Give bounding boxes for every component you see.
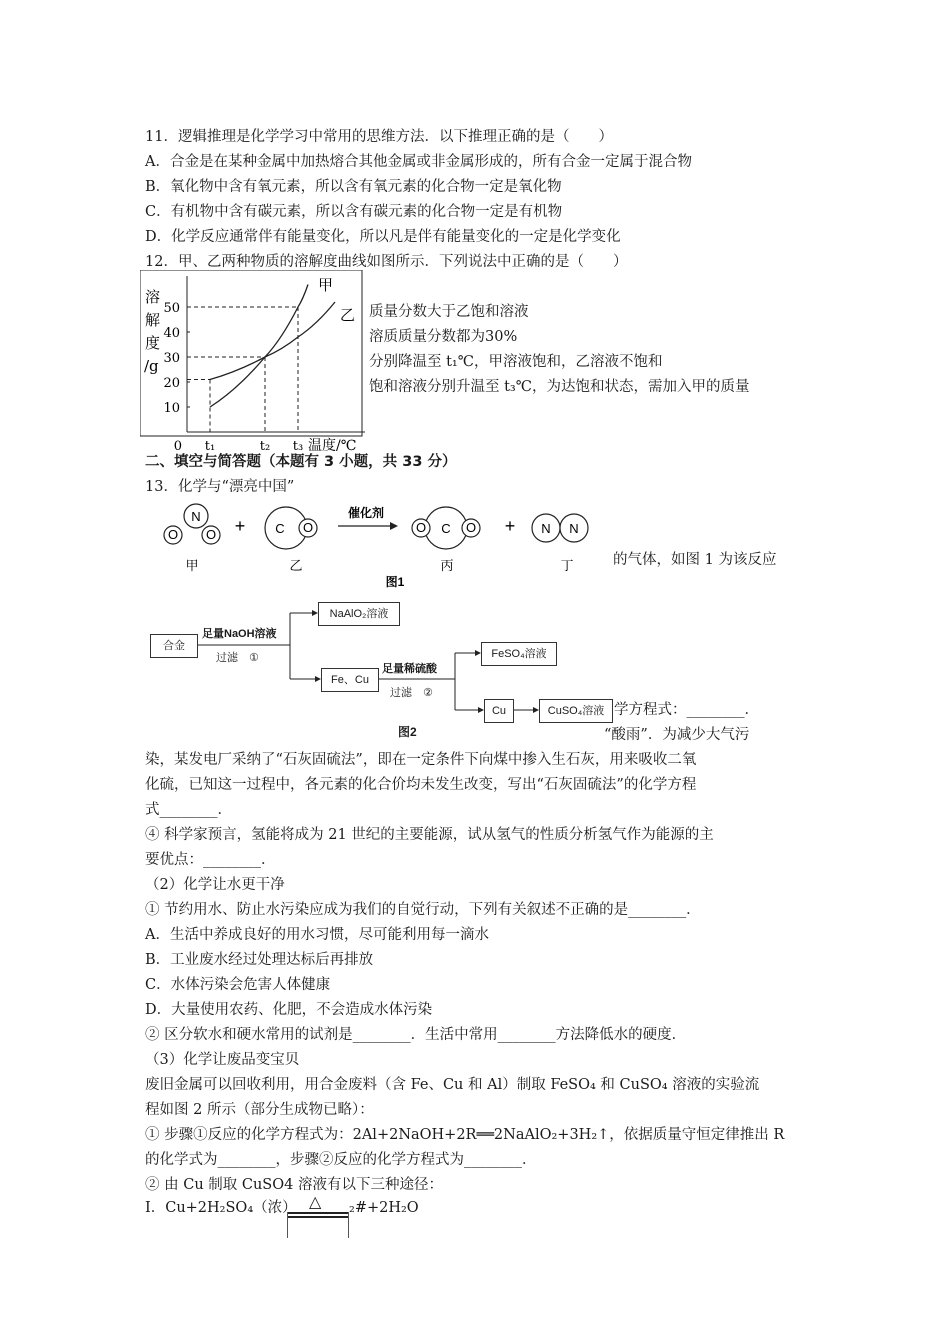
q12-option-a: 质量分数大于乙饱和溶液	[369, 304, 529, 320]
heat-triangle-icon: △	[309, 1192, 322, 1211]
q13-sub2-heading: （2）化学让水更干净	[145, 877, 285, 893]
svg-text:C: C	[275, 521, 285, 536]
svg-text:O: O	[415, 520, 427, 535]
svg-text:催化剂: 催化剂	[347, 506, 385, 520]
q13-sub2-q2: ② 区分软水和硬水常用的试剂是________．生活中常用________方法降低水的硬度．	[145, 1027, 687, 1043]
q13-sub3-line5: ② 由 Cu 制取 CuSO4 溶液有以下三种途径：	[145, 1177, 443, 1193]
x-axis-label: 温度/℃	[308, 438, 357, 452]
reaction-condition-box	[287, 1192, 349, 1238]
flow-box-alloy: 合金	[150, 634, 198, 658]
y-axis-label-part: 度	[145, 334, 161, 352]
q13-sub3-heading: （3）化学让废品变宝贝	[145, 1052, 300, 1068]
q13-sub2-q1: ① 节约用水、防止水污染应成为我们的自觉行动，下列有关叙述不正确的是________．	[145, 902, 701, 918]
x-tick-label: 0	[173, 439, 182, 452]
y-tick-label: 40	[163, 326, 180, 341]
q12-stem: 12．甲、乙两种物质的溶解度曲线如图所示．下列说法中正确的是（ ）	[145, 254, 628, 270]
section-2-heading: 二、填空与简答题（本题有 3 小题，共 33 分）	[145, 454, 457, 470]
q13-sub3-line3: ① 步骤①反应的化学方程式为：2Al+2NaOH+2R══2NaAlO₂+3H₂↑，依据质量守恒定律推出 R	[145, 1127, 785, 1143]
y-tick-label: 20	[163, 376, 180, 391]
svg-text:O: O	[205, 527, 217, 542]
q13-sub2-option-b: B．工业废水经过处理达标后再排放	[145, 952, 374, 968]
svg-text:O: O	[302, 520, 314, 535]
svg-text:O: O	[167, 527, 179, 542]
q12-option-d: 饱和溶液分别升温至 t₃℃，为达饱和状态，需加入甲的质量	[369, 379, 750, 395]
q11-option-b: B．氧化物中含有氧元素，所以含有氧元素的化合物一定是氧化物	[145, 179, 562, 195]
q13-p3-line1-tail: “酸雨”．为减少大气污	[604, 727, 750, 743]
q13-sub3-line4: 的化学式为________，步骤②反应的化学方程式为________．	[145, 1152, 537, 1168]
flow-step1-filter: 过滤 ①	[216, 652, 259, 664]
q11-option-d: D．化学反应通常伴有能量变化，所以凡是伴有能量变化的一定是化学变化	[145, 229, 621, 245]
q13-sub3-line2: 程如图 2 所示（部分生成物已略）：	[145, 1102, 374, 1118]
svg-text:乙: 乙	[289, 558, 303, 573]
flow-box-fe-cu: Fe、Cu	[321, 668, 379, 692]
flow-box-naalo2: NaAlO₂溶液	[318, 602, 400, 626]
x-tick-label: t₂	[259, 439, 271, 452]
q11-stem: 11．逻辑推理是化学学习中常用的思维方法．以下推理正确的是（ ）	[145, 129, 613, 145]
flow-box-cu: Cu	[484, 699, 514, 723]
y-tick-label: 30	[163, 351, 180, 366]
series-label: 甲	[318, 276, 334, 294]
flow-step2-filter: 过滤 ②	[390, 687, 433, 699]
svg-text:N: N	[541, 521, 551, 536]
x-tick-label: t₁	[204, 439, 216, 452]
flow-box-feso4: FeSO₄溶液	[481, 642, 557, 666]
svg-text:O: O	[465, 520, 477, 535]
q13-equation-1-left: I．Cu+2H₂SO₄（浓）	[145, 1200, 297, 1216]
q12-option-b: 溶质质量分数都为30%	[369, 329, 518, 345]
svg-text:N: N	[191, 509, 201, 524]
q13-text-fragment-1: 的气体，如图 1 为该反应	[613, 552, 777, 568]
q13-sub2-option-a: A．生活中养成良好的用水习惯，尽可能利用每一滴水	[145, 927, 489, 943]
svg-text:图1: 图1	[385, 575, 405, 589]
svg-text:甲: 甲	[185, 558, 199, 573]
q13-sub3-line1: 废旧金属可以回收利用，用合金废料（含 Fe、Cu 和 Al）制取 FeSO₄ 和 CuSO₄ 溶液的实验流	[145, 1077, 760, 1093]
q13-equation-1-right: ₂#+2H₂O	[349, 1200, 419, 1216]
series-label: 乙	[340, 306, 356, 324]
x-tick-label: t₃	[292, 439, 304, 452]
q13-sub2-option-d: D．大量使用农药、化肥，不会造成水体污染	[145, 1002, 433, 1018]
q13-p3-line3: 化硫，已知这一过程中，各元素的化合价均未发生改变，写出“石灰固硫法”的化学方程	[145, 777, 697, 793]
svg-text:+: +	[504, 516, 516, 536]
y-tick-label: 50	[163, 301, 180, 316]
svg-text:C: C	[441, 521, 451, 536]
figure-2-caption: 图2	[398, 725, 417, 739]
q13-p4-line1: ④ 科学家预言，氢能将成为 21 世纪的主要能源，试从氢气的性质分析氢气作为能源的主	[145, 827, 714, 843]
y-axis-label-part: 解	[145, 311, 161, 329]
svg-text:丁: 丁	[560, 558, 574, 573]
q11-option-a: A．合金是在某种金属中加热熔合其他金属或非金属形成的，所有合金一定属于混合物	[145, 154, 692, 170]
reaction-diagram-fig1	[150, 498, 610, 590]
flow-box-cuso4: CuSO₄溶液	[539, 699, 613, 723]
q13-p3-line2: 染，某发电厂采纳了“石灰固硫法”，即在一定条件下向煤中掺入生石灰，用来吸收二氧	[145, 752, 697, 768]
svg-text:丙: 丙	[440, 558, 454, 573]
y-axis-label-part: 溶	[145, 288, 161, 306]
y-tick-label: 10	[163, 401, 180, 416]
q13-text-fragment-2: 学方程式：________．	[614, 702, 759, 718]
svg-text:N: N	[569, 521, 579, 536]
flow-step1-reagent: 足量NaOH溶液	[202, 628, 277, 640]
q11-option-c: C．有机物中含有碳元素，所以含有碳元素的化合物一定是有机物	[145, 204, 563, 220]
q12-option-c: 分别降温至 t₁℃，甲溶液饱和，乙溶液不饱和	[369, 354, 663, 370]
q13-p4-line2: 要优点：________．	[145, 852, 276, 868]
flow-step2-reagent: 足量稀硫酸	[382, 663, 437, 675]
solubility-chart	[140, 270, 370, 452]
svg-text:+: +	[234, 516, 246, 536]
q13-sub2-option-c: C．水体污染会危害人体健康	[145, 977, 331, 993]
q13-stem: 13．化学与“漂亮中国”	[145, 479, 295, 495]
y-axis-label-part: /g	[144, 357, 159, 375]
q13-p3-line4: 式________．	[145, 802, 232, 818]
